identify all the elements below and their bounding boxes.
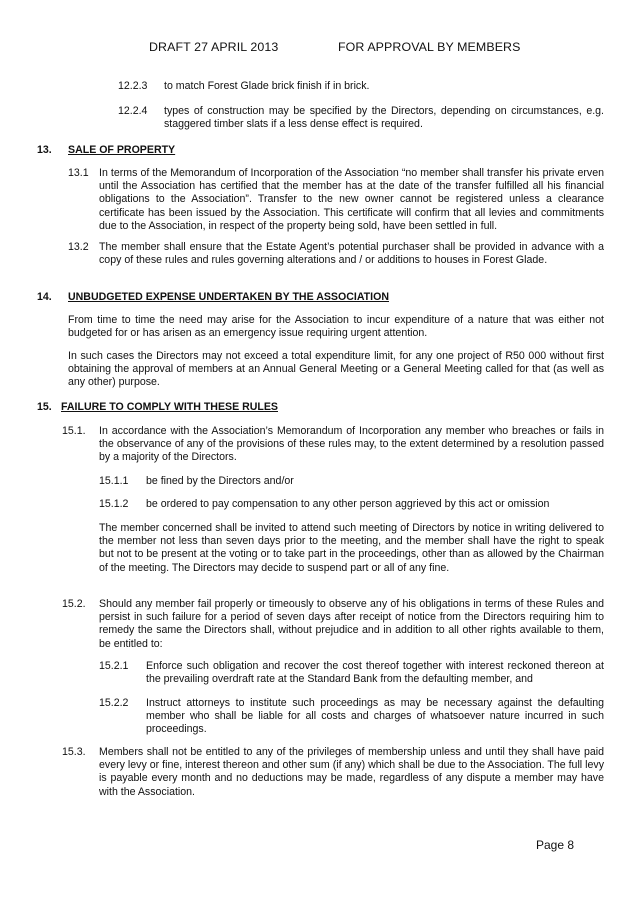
clause-number: 15.3. xyxy=(62,746,86,758)
section-number: 15. xyxy=(37,401,52,413)
clause-text: In accordance with the Association’s Memorandum of Incorporation any member who breaches or fails in the observance of any of the provisions of these rules may, to the extent determined by a resolution passed by a majority of the Directors. xyxy=(99,425,604,464)
section-heading: FAILURE TO COMPLY WITH THESE RULES xyxy=(61,401,278,413)
clause-number: 15.2.1 xyxy=(99,660,129,672)
clause-number: 15.2. xyxy=(62,598,86,610)
section-number: 14. xyxy=(37,291,52,303)
section-heading: SALE OF PROPERTY xyxy=(68,144,176,156)
clause-number: 15.1.2 xyxy=(99,498,129,510)
section-number: 13. xyxy=(37,144,52,156)
clause-number: 13.1 xyxy=(68,167,89,179)
section-heading: UNBUDGETED EXPENSE UNDERTAKEN BY THE ASSOCIATION xyxy=(68,291,389,303)
clause-text: be ordered to pay compensation to any other person aggrieved by this act or omission xyxy=(146,498,550,510)
clause-text: be fined by the Directors and/or xyxy=(146,475,294,487)
clause-text: Enforce such obligation and recover the cost thereof together with interest reckoned thereon at the prevailing overdraft rate at the Standard Bank from the defaulting member, and xyxy=(146,660,604,686)
header-approval-status: FOR APPROVAL BY MEMBERS xyxy=(338,40,521,54)
clause-text: to match Forest Glade brick finish if in brick. xyxy=(164,80,370,92)
clause-text: types of construction may be specified by the Directors, depending on circumstances, e.g. staggered timber slats if a less dense effect is required. xyxy=(164,105,604,131)
clause-text: In terms of the Memorandum of Incorporation of the Association “no member shall transfer his private erven until the Association has certified that the member has at the date of the transfer fulfilled all his financial obligations to the Association”. Transfer to the new owner cannot be registered unless a clearance certificate has been issued by the Association. This certificate will confirm that all levies and commitments due to the Association, in respect of the property being sold, have been settled in full. xyxy=(99,167,604,232)
clause-number: 12.2.4 xyxy=(118,105,148,117)
clause-number: 15.1.1 xyxy=(99,475,129,487)
clause-number: 15.1. xyxy=(62,425,86,437)
page-number: Page 8 xyxy=(536,838,575,852)
paragraph: The member concerned shall be invited to attend such meeting of Directors by notice in writing delivered to the member not less than seven days prior to the meeting, and the member shall have the right to speak but not to be present at the voting or to take part in the proceedings, other than as allowed by the Chairman of the meeting. The Directors may decide to suspend part or all of any fine. xyxy=(99,522,604,574)
clause-text: Members shall not be entitled to any of the privileges of membership unless and until they shall have paid every levy or fine, interest thereon and other sum (if any) which shall be due to the Association. The full levy is payable every month and no deductions may be made, regardless of any dispute a member may have with the Association. xyxy=(99,746,604,798)
clause-number: 12.2.3 xyxy=(118,80,148,92)
clause-text: Instruct attorneys to institute such proceedings as may be necessary against the defaulting member who shall be liable for all costs and charges of whatsoever nature incurred in such proceedings. xyxy=(146,697,604,736)
clause-text: Should any member fail properly or timeously to observe any of his obligations in terms of these Rules and persist in such failure for a period of seven days after receipt of notice from the Directors requiring him to remedy the same the Directors shall, without prejudice and in addition to all other rights available to them, be entitled to: xyxy=(99,598,604,650)
paragraph: From time to time the need may arise for the Association to incur expenditure of a nature that was either not budgeted for or has arisen as an emergency issue requiring urgent attention. xyxy=(68,314,604,340)
clause-text: The member shall ensure that the Estate Agent’s potential purchaser shall be provided in advance with a copy of these rules and rules governing alterations and / or additions to houses in Forest Glade. xyxy=(99,241,604,267)
clause-number: 15.2.2 xyxy=(99,697,129,709)
paragraph: In such cases the Directors may not exceed a total expenditure limit, for any one project of R50 000 without first obtaining the approval of members at an Annual General Meeting or a General Meeting called for that (as well as any other) purpose. xyxy=(68,350,604,389)
header-draft-date: DRAFT 27 APRIL 2013 xyxy=(149,40,279,54)
clause-number: 13.2 xyxy=(68,241,89,253)
